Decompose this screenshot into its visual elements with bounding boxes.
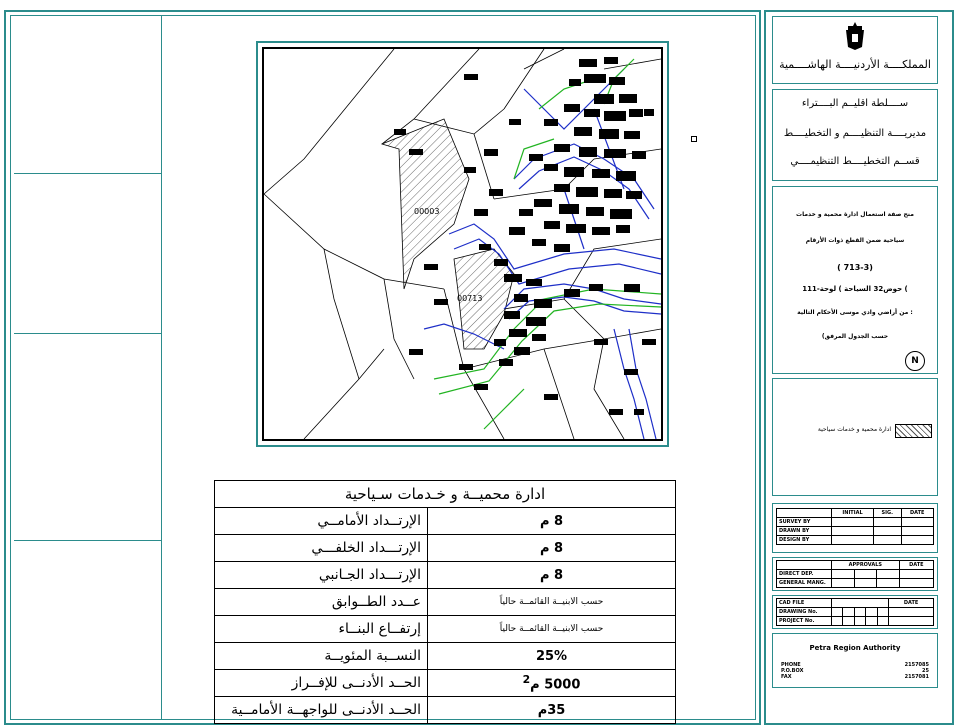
row-label: الحــد الأدنــى للواجهــة الأمامــية [215, 697, 428, 724]
row-value: 8 م [428, 535, 676, 562]
approvals-header: APPROVALS [832, 561, 900, 570]
marker-square [691, 136, 697, 142]
role-design: DESIGN BY [777, 536, 832, 545]
legend-label: ادارة محمية و خدمات سياحية [817, 426, 891, 433]
row-value [428, 670, 676, 697]
table-row [215, 535, 676, 562]
approvals-date: DATE [899, 561, 933, 570]
contact-labels [781, 662, 803, 680]
contact-phone-value: 2157085 [904, 662, 929, 668]
parcel-boundaries [264, 49, 661, 439]
parcel-label-00003: 00003 [414, 207, 440, 216]
description-box [772, 186, 938, 374]
legend-swatch [895, 424, 932, 438]
north-label: N [911, 356, 919, 366]
parcel-label-00713: 00713 [457, 294, 483, 303]
table-row [215, 643, 676, 670]
title-block-files [772, 595, 938, 629]
description-line-1: منح صفة استعمال ادارة محمية و خدمات [796, 211, 914, 218]
map-area [262, 47, 663, 441]
cadastral-map [264, 49, 661, 439]
table-row [215, 616, 676, 643]
description-line-4: ) حوض32 السياحة ) لوحة-111 [802, 285, 908, 293]
table-row [215, 670, 676, 697]
contact-phone-label: PHONE [781, 662, 801, 668]
row-label: عــدد الطــوابق [215, 589, 428, 616]
contact-pobox-label: P.O.BOX [781, 668, 804, 674]
regulations-table [214, 480, 676, 724]
authority-line-2: مديريــــة التنظيــــم و التخطيــــط [783, 128, 927, 139]
col-header-date: DATE [901, 509, 933, 518]
description-line-3: (713-3 ) [837, 263, 873, 272]
role-drawn: DRAWN BY [777, 527, 832, 536]
cad-date-label: DATE [889, 599, 934, 608]
row-label: الإرتـــداد الجـانبي [215, 562, 428, 589]
cad-file-label: CAD FILE [777, 599, 832, 608]
regulations-title: ادارة محميــة و خـدمات سـياحية [215, 481, 676, 508]
kingdom-box [772, 16, 938, 84]
row-label: الحــد الأدنــى للإفــراز [215, 670, 428, 697]
org-name: Petra Region Authority [809, 644, 901, 652]
row-label: الإرتـــداد الخلفـــي [215, 535, 428, 562]
table-row [215, 562, 676, 589]
row-value: 8 م [428, 508, 676, 535]
kingdom-title: المملكــــة الأردنيــــة الهاشــــمية [779, 58, 931, 71]
authority-line-3: قســم التخطيــــط التنظيمــــي [790, 156, 920, 167]
drawing-no-label: DRAWING No. [777, 608, 832, 617]
contact-fax-label: FAX [781, 674, 792, 680]
col-header-sig: SIG. [874, 509, 901, 518]
table-row [215, 508, 676, 535]
title-block-approvals [772, 557, 938, 591]
row-label: الإرتــداد الأمامــي [215, 508, 428, 535]
organization-box [772, 633, 938, 688]
table-row [215, 697, 676, 724]
row-label: إرتفــاع البنــاء [215, 616, 428, 643]
project-no-label: PROJECT No. [777, 617, 832, 626]
description-line-5: : من أراضي وادي موسى الأحكام التالية [797, 309, 913, 316]
title-block-roles [772, 503, 938, 553]
col-header-initial: INITIAL [832, 509, 874, 518]
legend-box [772, 378, 938, 496]
row-value: 25% [428, 643, 676, 670]
row-value: 8 م [428, 562, 676, 589]
authority-line-1: ســــلطة اقليــم البــــتراء [801, 98, 909, 109]
row-label: النســبة المئويــة [215, 643, 428, 670]
approval-direct: DIRECT DEP. [777, 570, 832, 579]
row-value: حسب الابنيــة القائمــة حالياً [428, 589, 676, 616]
row-value: حسب الابنيــة القائمــة حالياً [428, 616, 676, 643]
description-line-6: حسب الجدول المرفق) [821, 333, 889, 340]
approval-general: GENERAL MANG. [777, 579, 832, 588]
contact-values [905, 662, 929, 680]
role-survey: SURVEY BY [777, 518, 832, 527]
row-value: 35م [428, 697, 676, 724]
min-area-value: 5000 م [530, 677, 581, 693]
authority-box [772, 89, 938, 181]
contact-fax-value: 2157081 [904, 674, 929, 680]
contact-pobox-value: 25 [922, 668, 929, 674]
description-line-2: سياحية ضمن القطع ذوات الأرقام [805, 237, 905, 244]
superscript: 2 [522, 673, 531, 687]
table-row [215, 589, 676, 616]
road-lines [424, 69, 661, 439]
crest-icon [843, 21, 867, 51]
north-arrow-icon [905, 351, 925, 371]
left-strip-column [14, 15, 162, 720]
